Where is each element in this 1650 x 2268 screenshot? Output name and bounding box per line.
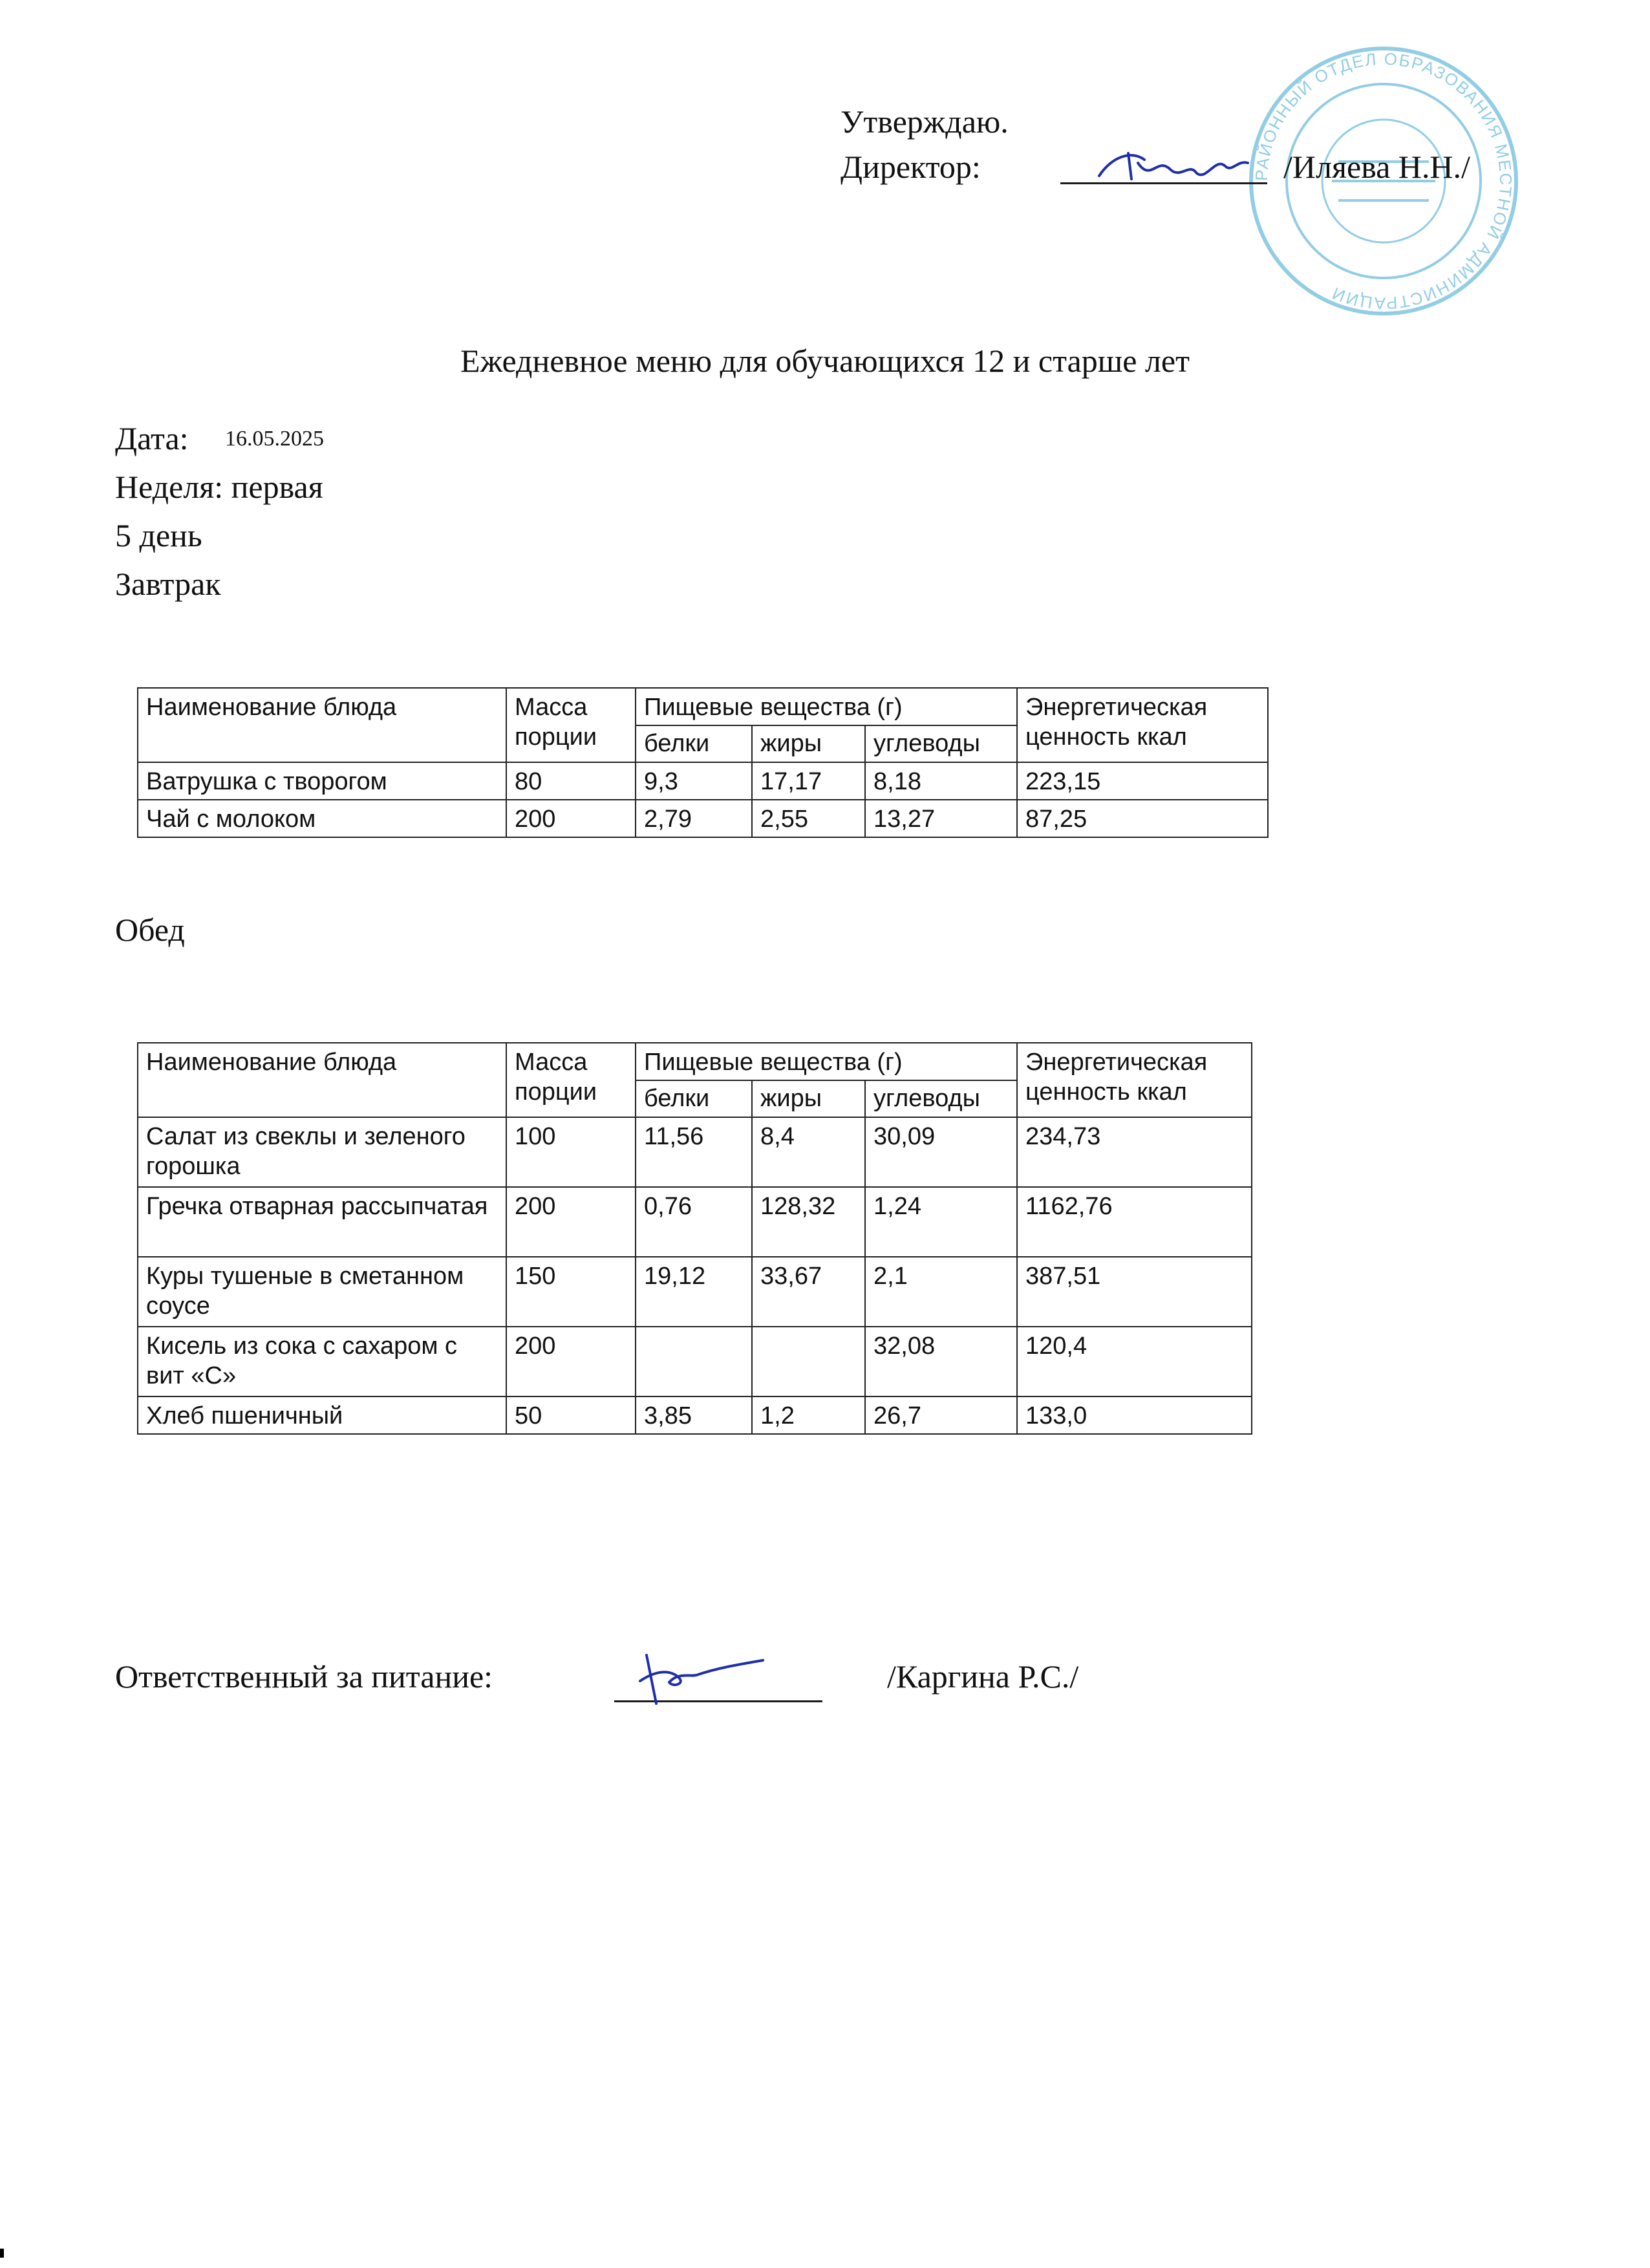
dish-mass: 150: [506, 1257, 636, 1327]
dish-carbs: 32,08: [865, 1327, 1017, 1396]
breakfast-table: [137, 687, 1269, 838]
dish-mass: 200: [506, 800, 636, 837]
dish-protein: 0,76: [636, 1187, 752, 1257]
date-label: Дата:: [115, 420, 189, 456]
dish-protein: 3,85: [636, 1396, 752, 1434]
dish-mass: 80: [506, 762, 636, 800]
dish-carbs: 1,24: [865, 1187, 1017, 1257]
dish-fat: 128,32: [752, 1187, 865, 1257]
header-mass: Масса порции: [506, 1043, 636, 1117]
dish-mass: 200: [506, 1327, 636, 1396]
table-row: [138, 1257, 1252, 1327]
dish-carbs: 13,27: [865, 800, 1017, 837]
dish-fat: 17,17: [752, 762, 865, 800]
header-fat: жиры: [752, 725, 865, 762]
header-energy: Энергетическая ценность ккал: [1017, 1043, 1252, 1117]
header-carbs: углеводы: [865, 725, 1017, 762]
dish-name: Чай с молоком: [138, 800, 506, 837]
director-signature: [1093, 144, 1261, 189]
dish-energy: 133,0: [1017, 1396, 1252, 1434]
responsible-name: /Каргина Р.С./: [887, 1658, 1079, 1695]
dish-mass: 100: [506, 1117, 636, 1187]
responsible-signature: [634, 1642, 776, 1713]
page-title: Ежедневное меню для обучающихся 12 и старше лет: [460, 343, 1190, 379]
dish-carbs: 2,1: [865, 1257, 1017, 1327]
header-protein: белки: [636, 1080, 752, 1117]
date-value: 16.05.2025: [225, 427, 324, 451]
table-row: [138, 1187, 1252, 1257]
table-row: [138, 1396, 1252, 1434]
dish-mass: 200: [506, 1187, 636, 1257]
header-dish: Наименование блюда: [138, 688, 506, 762]
table-row: [138, 1117, 1252, 1187]
dish-mass: 50: [506, 1396, 636, 1434]
stamp-text: РАЙОННЫЙ ОТДЕЛ ОБРАЗОВАНИЯ МЕСТНОЙ АДМИНИСТРАЦИИ: [1251, 48, 1516, 314]
breakfast-heading: Завтрак: [115, 566, 221, 602]
dish-protein: 19,12: [636, 1257, 752, 1327]
dish-fat: 1,2: [752, 1396, 865, 1434]
header-carbs: углеводы: [865, 1080, 1017, 1117]
header-nutrients: Пищевые вещества (г): [636, 1043, 1017, 1080]
dish-energy: 120,4: [1017, 1327, 1252, 1396]
header-dish: Наименование блюда: [138, 1043, 506, 1117]
dish-name: Хлеб пшеничный: [138, 1396, 506, 1434]
table-row: [138, 1327, 1252, 1396]
dish-fat: 8,4: [752, 1117, 865, 1187]
dish-protein: 9,3: [636, 762, 752, 800]
director-label: Директор:: [841, 149, 981, 185]
dish-fat: 33,67: [752, 1257, 865, 1327]
dish-protein: 2,79: [636, 800, 752, 837]
approval-heading: Утверждаю.: [841, 103, 1009, 140]
dish-name: Гречка отварная рассыпчатая: [138, 1187, 506, 1257]
dish-carbs: 8,18: [865, 762, 1017, 800]
dish-fat: [752, 1327, 865, 1396]
dish-fat: 2,55: [752, 800, 865, 837]
dish-name: Куры тушеные в сметанном соусе: [138, 1257, 506, 1327]
dish-name: Ватрушка с творогом: [138, 762, 506, 800]
dish-carbs: 26,7: [865, 1396, 1017, 1434]
dish-carbs: 30,09: [865, 1117, 1017, 1187]
header-mass: Масса порции: [506, 688, 636, 762]
dish-energy: 1162,76: [1017, 1187, 1252, 1257]
lunch-table: [137, 1042, 1252, 1435]
table-row: [138, 800, 1268, 837]
header-fat: жиры: [752, 1080, 865, 1117]
week-label: Неделя: первая: [115, 469, 323, 505]
scan-artifact: [0, 2249, 4, 2258]
dish-energy: 87,25: [1017, 800, 1268, 837]
dish-energy: 234,73: [1017, 1117, 1252, 1187]
dish-protein: [636, 1327, 752, 1396]
dish-energy: 387,51: [1017, 1257, 1252, 1327]
dish-protein: 11,56: [636, 1117, 752, 1187]
director-name: /Иляева Н.Н./: [1283, 149, 1470, 185]
header-energy: Энергетическая ценность ккал: [1017, 688, 1268, 762]
day-label: 5 день: [115, 517, 202, 553]
dish-name: Кисель из сока с сахаром с вит «С»: [138, 1327, 506, 1396]
dish-energy: 223,15: [1017, 762, 1268, 800]
responsible-label: Ответственный за питание:: [115, 1658, 493, 1695]
table-row: [138, 762, 1268, 800]
lunch-heading: Обед: [115, 912, 185, 948]
dish-name: Салат из свеклы и зеленого горошка: [138, 1117, 506, 1187]
header-nutrients: Пищевые вещества (г): [636, 688, 1017, 725]
header-protein: белки: [636, 725, 752, 762]
